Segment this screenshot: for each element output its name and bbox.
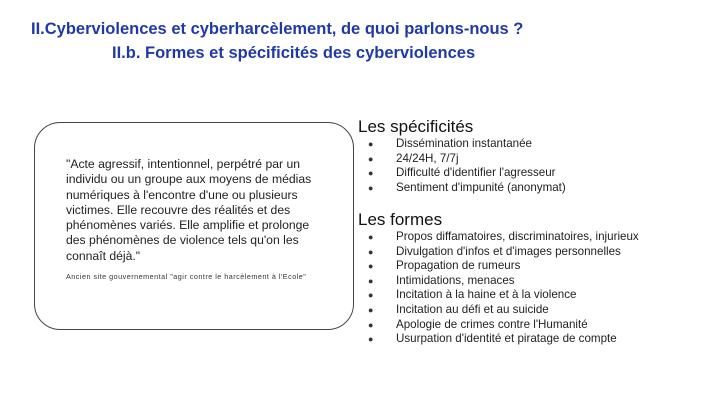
bullet-icon: ●: [368, 182, 374, 193]
bullet-icon: ●: [368, 334, 374, 345]
bullet-icon: ●: [368, 232, 374, 242]
list-item: [368, 245, 639, 260]
list-item-text: Difficulté d'identifier l'agresseur: [396, 166, 556, 180]
quote-text: "Acte agressif, intentionnel, perpétré par un individu ou un groupe aux moyens de médias numériques à l'encontre d'une ou plusieurs victimes. Elle recouvre des réalités et des phénomènes variés. Elle amplifie et prolonge des phénomènes de violence tels qu'on les connaît déjà.": [66, 157, 312, 263]
list-item-text: Usurpation d'identité et piratage de compte: [396, 332, 617, 346]
specificites-heading: Les spécificités: [358, 117, 474, 136]
bullet-icon: ●: [368, 139, 374, 149]
bullet-icon: ●: [368, 304, 374, 315]
list-item: [368, 181, 566, 196]
list-item-text: Incitation à la haine et à la violence: [396, 288, 577, 302]
slide-subtitle: II.b. Formes et spécificités des cyberviolences: [112, 44, 476, 62]
specificites-list: [368, 137, 566, 195]
bullet-icon: ●: [368, 168, 374, 179]
bullet-icon: ●: [368, 246, 374, 257]
list-item: [368, 303, 639, 318]
bullet-icon: ●: [368, 153, 374, 164]
list-item-text: Apologie de crimes contre l'Humanité: [396, 317, 588, 331]
list-item-text: Propagation de rumeurs: [396, 259, 521, 273]
list-item-text: Divulgation d'infos et d'images personnelles: [396, 244, 621, 258]
bullet-icon: ●: [368, 261, 374, 272]
list-item-text: Dissémination instantanée: [396, 137, 532, 150]
list-item: [368, 230, 639, 245]
bullet-icon: ●: [368, 275, 374, 286]
list-item: [368, 152, 566, 167]
list-item-text: Incitation au défi et au suicide: [396, 302, 549, 316]
list-item-text: Intimidations, menaces: [396, 273, 515, 287]
list-item: [368, 166, 566, 181]
list-item: [368, 274, 639, 289]
bullet-icon: ●: [368, 319, 374, 330]
list-item: [368, 259, 639, 274]
list-item-text: 24/24H, 7/7j: [396, 151, 459, 165]
list-item-text: Propos diffamatoires, discriminatoires, injurieux: [396, 230, 639, 243]
list-item: [368, 318, 639, 333]
list-item: [368, 137, 566, 152]
list-item-text: Sentiment d'impunité (anonymat): [396, 180, 566, 194]
list-item: [368, 332, 639, 347]
formes-heading: Les formes: [358, 210, 443, 229]
quote-source: Ancien site gouvernemental "agir contre le harcèlement à l'Ecole": [66, 272, 307, 281]
list-item: [368, 288, 639, 303]
bullet-icon: ●: [368, 290, 374, 301]
formes-list: [368, 230, 639, 347]
slide-title: II.Cyberviolences et cyberharcèlement, de quoi parlons-nous ?: [31, 20, 524, 38]
